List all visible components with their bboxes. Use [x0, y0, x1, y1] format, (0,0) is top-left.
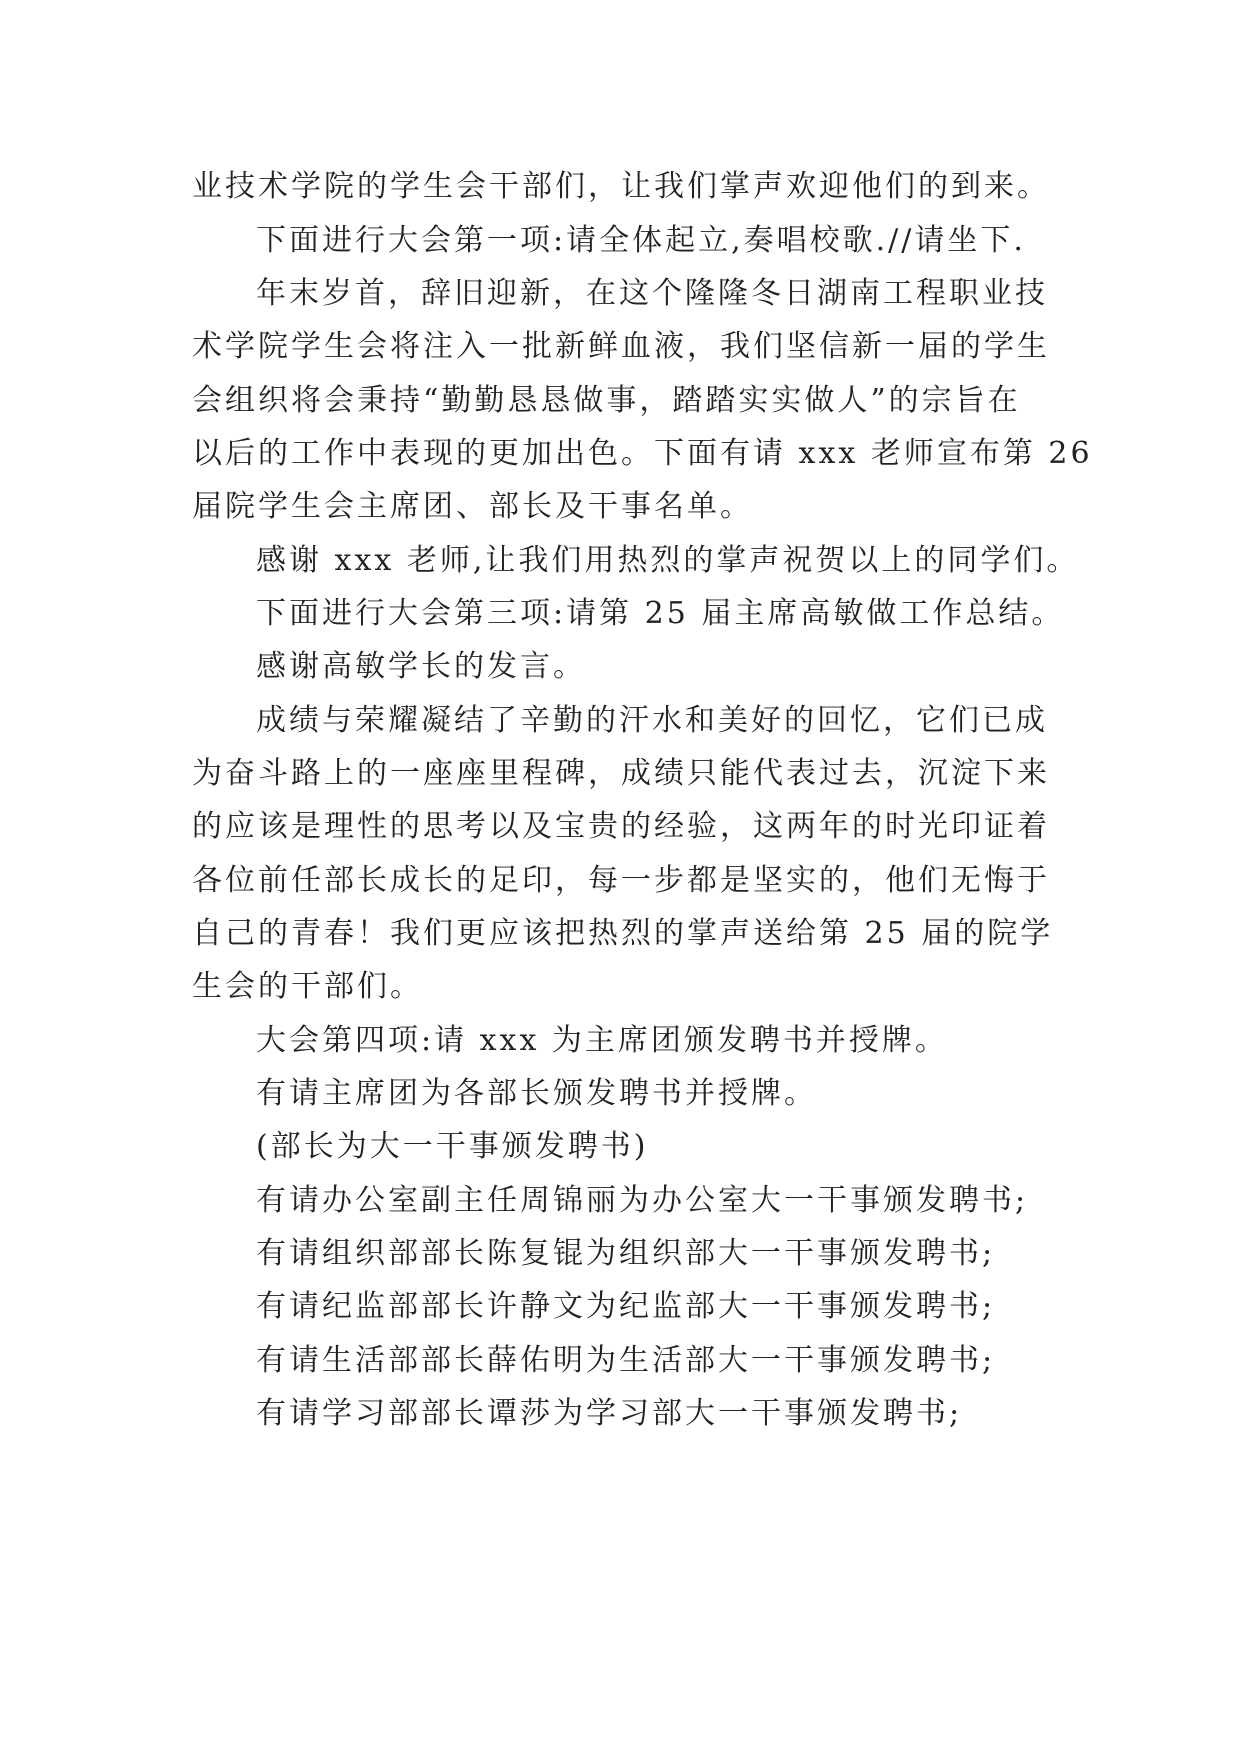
text-line: 会组织将会秉持“勤勤恳恳做事，踏踏实实做人”的宗旨在 — [192, 383, 1021, 418]
text-line: 业技术学院的学生会干部们，让我们掌声欢迎他们的到来。 — [192, 169, 1050, 204]
text-line: 的应该是理性的思考以及宝贵的经验，这两年的时光印证着 — [192, 809, 1050, 844]
text-line: 以后的工作中表现的更加出色。下面有请 xxx 老师宣布第 26 — [192, 436, 1093, 471]
text-line: 届院学生会主席团、部长及干事名单。 — [192, 489, 753, 524]
text-line: 术学院学生会将注入一批新鲜血液，我们坚信新一届的学生 — [192, 329, 1050, 364]
text-line: 大会第四项:请 xxx 为主席团颁发聘书并授牌。 — [256, 1023, 948, 1058]
text-line: (部长为大一干事颁发聘书) — [256, 1129, 649, 1164]
text-line: 有请主席团为各部长颁发聘书并授牌。 — [256, 1076, 817, 1111]
text-line: 各位前任部长成长的足印，每一步都是坚实的，他们无悔于 — [192, 863, 1050, 898]
text-line: 有请学习部部长谭莎为学习部大一干事颁发聘书; — [256, 1396, 963, 1431]
text-line: 有请生活部部长薛佑明为生活部大一干事颁发聘书; — [256, 1343, 996, 1378]
text-line: 成绩与荣耀凝结了辛勤的汗水和美好的回忆，它们已成 — [256, 703, 1048, 738]
text-line: 下面进行大会第一项:请全体起立,奏唱校歌.//请坐下. — [256, 223, 1026, 258]
text-line: 感谢高敏学长的发言。 — [256, 649, 586, 684]
text-line: 有请纪监部部长许静文为纪监部大一干事颁发聘书; — [256, 1289, 996, 1324]
text-line: 为奋斗路上的一座座里程碑，成绩只能代表过去，沉淀下来 — [192, 756, 1050, 791]
text-line: 感谢 xxx 老师,让我们用热烈的掌声祝贺以上的同学们。 — [256, 543, 1080, 578]
text-line: 生会的干部们。 — [192, 969, 423, 1004]
text-line: 下面进行大会第三项:请第 25 届主席高敏做工作总结。 — [256, 596, 1065, 631]
text-line: 有请办公室副主任周锦丽为办公室大一干事颁发聘书; — [256, 1183, 1029, 1218]
text-line: 自己的青春！我们更应该把热烈的掌声送给第 25 届的院学 — [192, 916, 1054, 951]
text-line: 年末岁首，辞旧迎新，在这个隆隆冬日湖南工程职业技 — [256, 276, 1048, 311]
text-line: 有请组织部部长陈复锟为组织部大一干事颁发聘书; — [256, 1236, 996, 1271]
